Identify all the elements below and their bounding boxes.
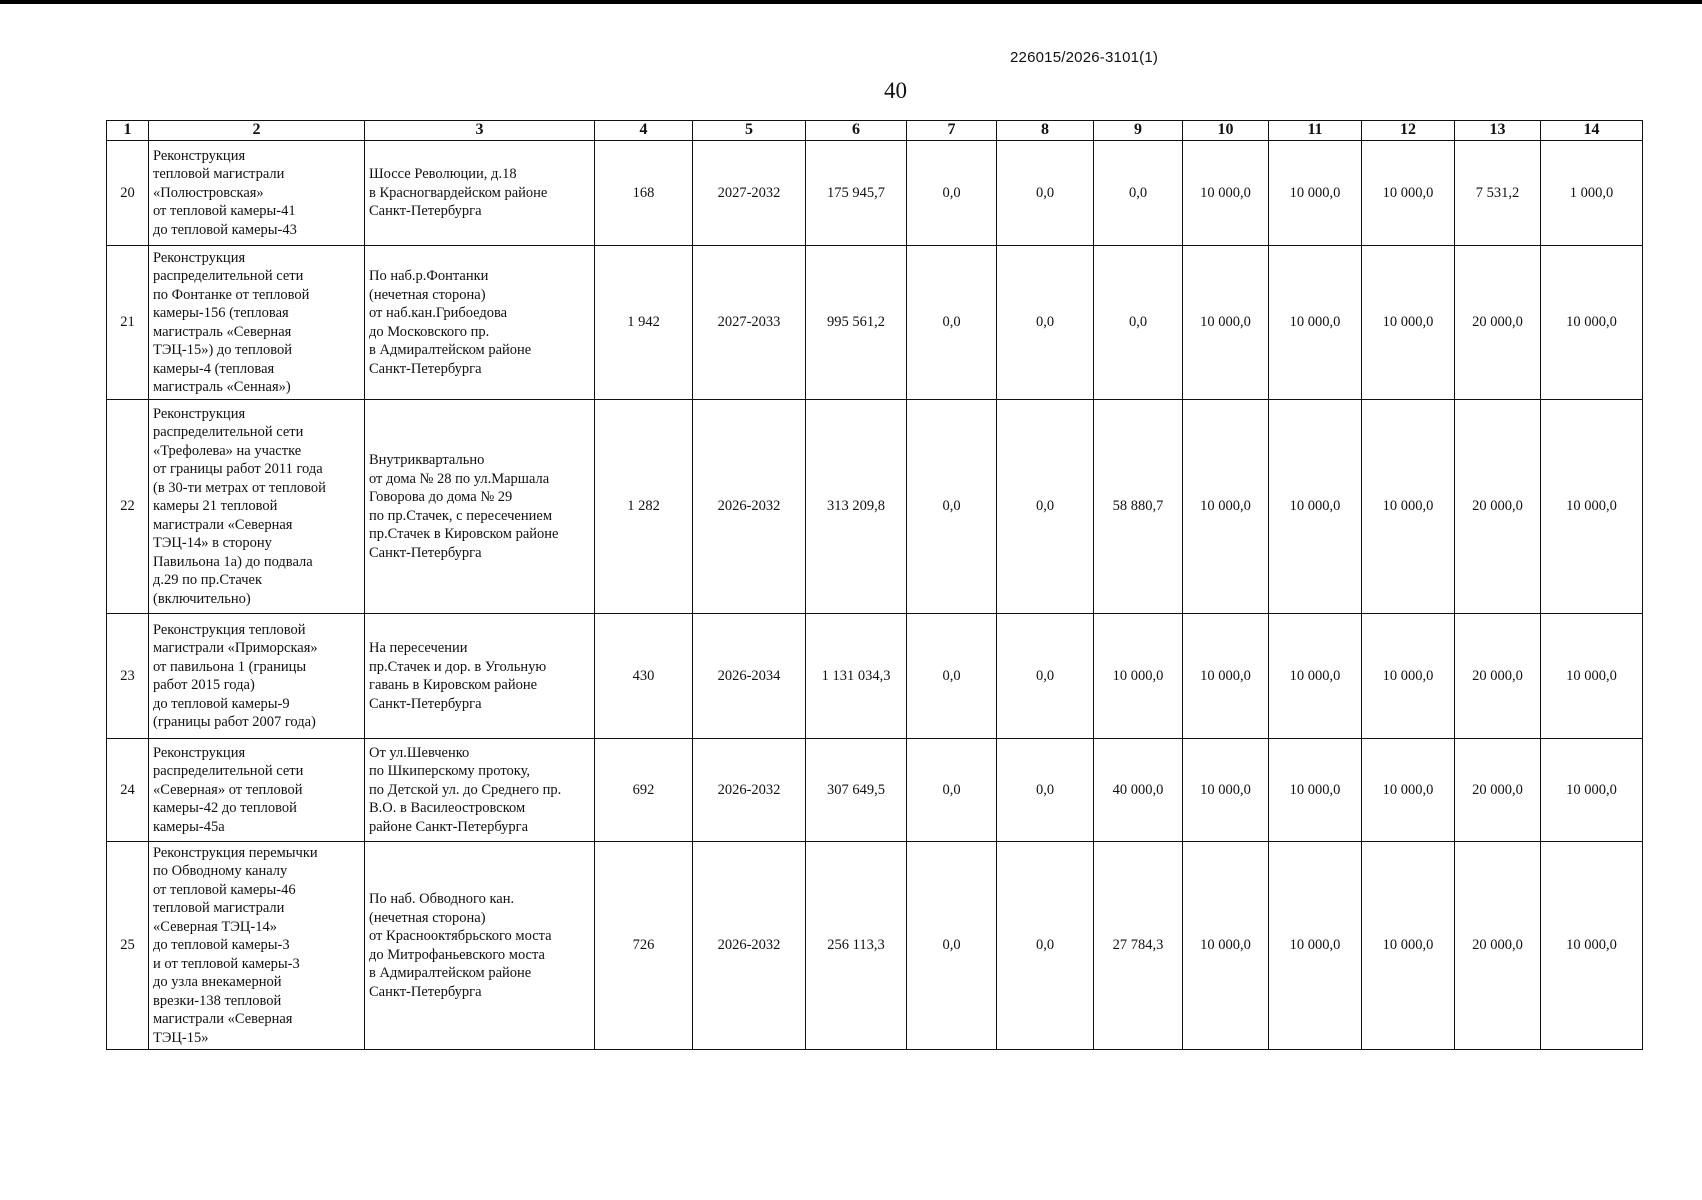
cell-col7: 0,0 [907,141,997,246]
column-header: 13 [1455,121,1541,141]
project-location: По наб. Обводного кан. (нечетная сторона) от Краснооктябрьского моста до Митрофаньевского моста в Адмиралтейском районе Санкт-Петербурга [365,842,595,1050]
cell-col10: 10 000,0 [1183,842,1269,1050]
cell-col7: 0,0 [907,739,997,842]
cell-col12: 10 000,0 [1362,246,1455,400]
cell-col8: 0,0 [997,614,1094,739]
table-row [107,614,1643,739]
project-location: Внутриквартально от дома № 28 по ул.Маршала Говорова до дома № 29 по пр.Стачек, с пересечением пр.Стачек в Кировском районе Санкт-Петербурга [365,400,595,614]
column-header: 3 [365,121,595,141]
cell-col14: 1 000,0 [1541,141,1643,246]
investment-program-table [106,120,1643,1050]
cell-col11: 10 000,0 [1269,141,1362,246]
column-header: 2 [149,121,365,141]
cell-col12: 10 000,0 [1362,842,1455,1050]
cell-col14: 10 000,0 [1541,842,1643,1050]
total-cost-value: 256 113,3 [806,842,907,1050]
cell-col13: 20 000,0 [1455,400,1541,614]
length-value: 726 [595,842,693,1050]
total-cost-value: 1 131 034,3 [806,614,907,739]
project-location: От ул.Шевченко по Шкиперскому протоку, по Детской ул. до Среднего пр. В.О. в Василеостровском районе Санкт-Петербурга [365,739,595,842]
table-row [107,842,1643,1050]
project-name: Реконструкция распределительной сети «Трефолева» на участке от границы работ 2011 года (в 30-ти метрах от тепловой камеры 21 тепловой магистрали «Северная ТЭЦ-14» в сторону Павильона 1а) до подвала д.29 по пр.Стачек (включительно) [149,400,365,614]
period-value: 2027-2032 [693,141,806,246]
cell-col11: 10 000,0 [1269,246,1362,400]
total-cost-value: 995 561,2 [806,246,907,400]
cell-col10: 10 000,0 [1183,614,1269,739]
cell-col7: 0,0 [907,246,997,400]
cell-col11: 10 000,0 [1269,739,1362,842]
cell-col10: 10 000,0 [1183,141,1269,246]
cell-col14: 10 000,0 [1541,739,1643,842]
project-name: Реконструкция тепловой магистрали «Полюстровская» от тепловой камеры-41 до тепловой камеры-43 [149,141,365,246]
cell-col11: 10 000,0 [1269,842,1362,1050]
total-cost-value: 313 209,8 [806,400,907,614]
cell-col12: 10 000,0 [1362,614,1455,739]
cell-col7: 0,0 [907,614,997,739]
length-value: 692 [595,739,693,842]
cell-col8: 0,0 [997,400,1094,614]
cell-col9: 27 784,3 [1094,842,1183,1050]
row-number: 24 [107,739,149,842]
period-value: 2026-2032 [693,739,806,842]
project-location: На пересечении пр.Стачек и дор. в Угольную гавань в Кировском районе Санкт-Петербурга [365,614,595,739]
project-name: Реконструкция перемычки по Обводному каналу от тепловой камеры-46 тепловой магистрали «Северная ТЭЦ-14» до тепловой камеры-3 и от тепловой камеры-3 до узла внекамерной врезки-138 тепловой магистрали «Северная ТЭЦ-15» [149,842,365,1050]
cell-col13: 20 000,0 [1455,739,1541,842]
length-value: 1 282 [595,400,693,614]
cell-col13: 20 000,0 [1455,842,1541,1050]
page-number: 40 [884,78,907,103]
row-number: 21 [107,246,149,400]
cell-col14: 10 000,0 [1541,246,1643,400]
cell-col14: 10 000,0 [1541,400,1643,614]
column-header: 6 [806,121,907,141]
column-number-header-row [107,121,1643,141]
cell-col9: 40 000,0 [1094,739,1183,842]
cell-col13: 20 000,0 [1455,614,1541,739]
table-row [107,739,1643,842]
period-value: 2026-2034 [693,614,806,739]
column-header: 7 [907,121,997,141]
cell-col12: 10 000,0 [1362,739,1455,842]
total-cost-value: 307 649,5 [806,739,907,842]
project-name: Реконструкция распределительной сети «Северная» от тепловой камеры-42 до тепловой камеры-45а [149,739,365,842]
column-header: 1 [107,121,149,141]
project-name: Реконструкция тепловой магистрали «Приморская» от павильона 1 (границы работ 2015 года) до тепловой камеры-9 (границы работ 2007 года) [149,614,365,739]
cell-col10: 10 000,0 [1183,246,1269,400]
cell-col11: 10 000,0 [1269,614,1362,739]
column-header: 8 [997,121,1094,141]
table-row [107,141,1643,246]
row-number: 25 [107,842,149,1050]
cell-col9: 10 000,0 [1094,614,1183,739]
cell-col7: 0,0 [907,842,997,1050]
column-header: 11 [1269,121,1362,141]
column-header: 5 [693,121,806,141]
cell-col13: 20 000,0 [1455,246,1541,400]
cell-col7: 0,0 [907,400,997,614]
table-row [107,246,1643,400]
length-value: 1 942 [595,246,693,400]
table-row [107,400,1643,614]
cell-col8: 0,0 [997,246,1094,400]
cell-col10: 10 000,0 [1183,739,1269,842]
length-value: 430 [595,614,693,739]
cell-col12: 10 000,0 [1362,141,1455,246]
cell-col11: 10 000,0 [1269,400,1362,614]
project-location: Шоссе Революции, д.18 в Красногвардейском районе Санкт-Петербурга [365,141,595,246]
project-name: Реконструкция распределительной сети по Фонтанке от тепловой камеры-156 (тепловая магистраль «Северная ТЭЦ-15») до тепловой камеры-4 (тепловая магистраль «Сенная») [149,246,365,400]
project-location: По наб.р.Фонтанки (нечетная сторона) от наб.кан.Грибоедова до Московского пр. в Адмиралтейском районе Санкт-Петербурга [365,246,595,400]
column-header: 9 [1094,121,1183,141]
cell-col9: 0,0 [1094,141,1183,246]
column-header: 4 [595,121,693,141]
cell-col8: 0,0 [997,842,1094,1050]
cell-col8: 0,0 [997,141,1094,246]
cell-col9: 0,0 [1094,246,1183,400]
length-value: 168 [595,141,693,246]
cell-col8: 0,0 [997,739,1094,842]
cell-col12: 10 000,0 [1362,400,1455,614]
cell-col13: 7 531,2 [1455,141,1541,246]
column-header: 10 [1183,121,1269,141]
document-registration-number: 226015/2026-3101(1) [1010,49,1159,66]
total-cost-value: 175 945,7 [806,141,907,246]
column-header: 14 [1541,121,1643,141]
row-number: 23 [107,614,149,739]
period-value: 2027-2033 [693,246,806,400]
column-header: 12 [1362,121,1455,141]
scan-top-border [0,0,1702,4]
cell-col14: 10 000,0 [1541,614,1643,739]
row-number: 22 [107,400,149,614]
period-value: 2026-2032 [693,400,806,614]
cell-col9: 58 880,7 [1094,400,1183,614]
cell-col10: 10 000,0 [1183,400,1269,614]
period-value: 2026-2032 [693,842,806,1050]
row-number: 20 [107,141,149,246]
